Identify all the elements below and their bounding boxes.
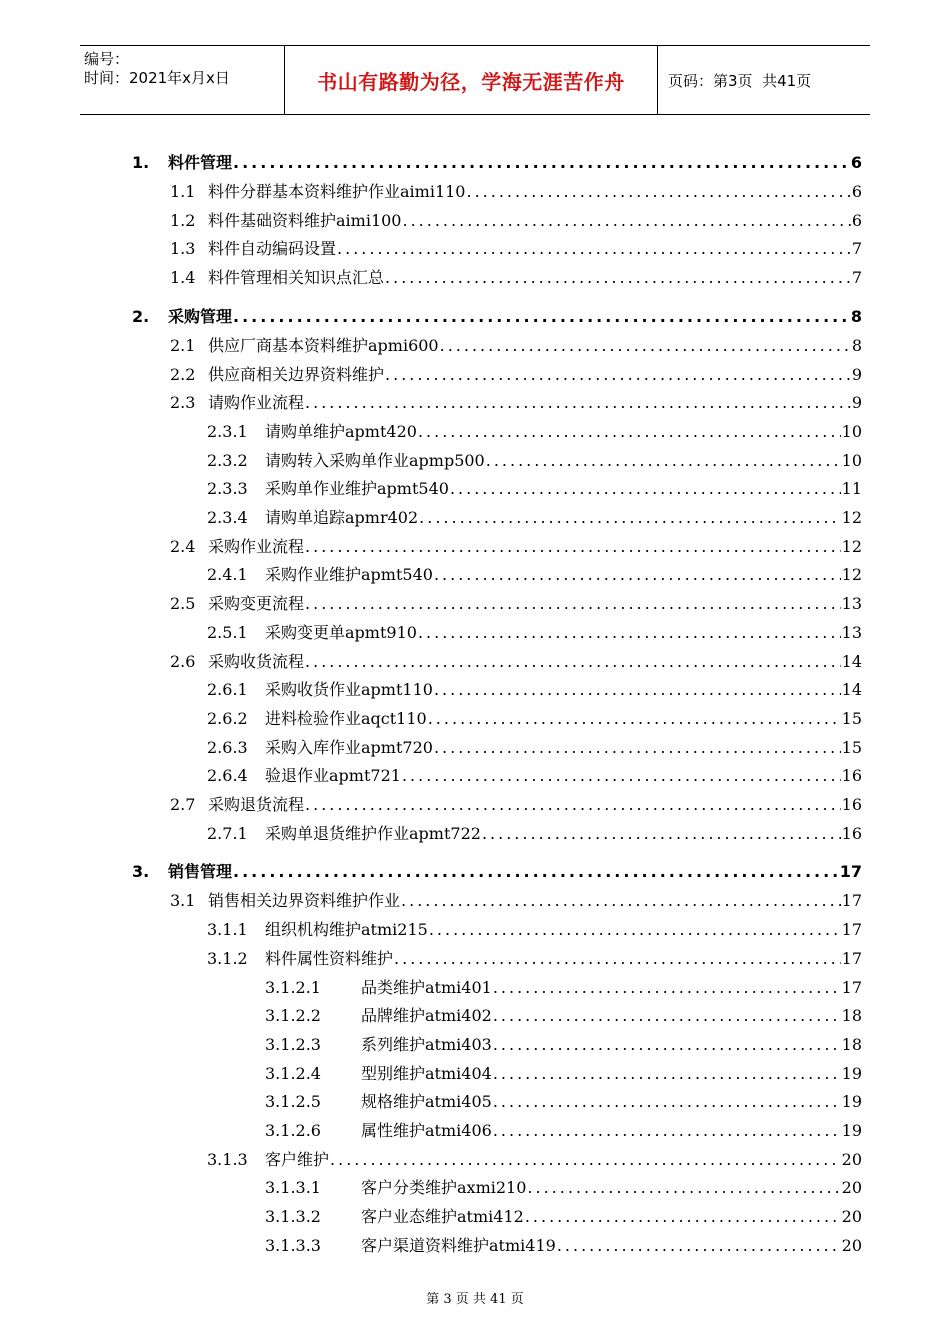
toc-entry-number: 1. <box>132 153 150 172</box>
toc-entry-page: 20 <box>841 1235 862 1255</box>
toc-entry-number: 1.2 <box>170 210 196 230</box>
toc-entry[interactable] <box>265 1233 862 1256</box>
toc-entry-number: 2.4.1 <box>207 565 248 585</box>
toc-entry[interactable] <box>207 1147 862 1170</box>
toc-entry-title: 采购管理 <box>168 306 233 326</box>
toc-entry-page: 12 <box>841 508 862 527</box>
toc-entry-page: 13 <box>841 622 862 642</box>
toc-entry-page: 19 <box>841 1092 862 1112</box>
toc-entry-title: 客户分类维护axmi210 <box>361 1178 527 1198</box>
toc-entry[interactable] <box>265 1204 862 1227</box>
toc-dot-leader <box>493 1121 841 1140</box>
toc-entry-title: 验退作业apmt721 <box>265 766 401 786</box>
toc-dot-leader <box>493 1006 841 1025</box>
toc-entry[interactable] <box>207 917 862 940</box>
toc-entry[interactable] <box>132 304 862 327</box>
toc-entry-page: 19 <box>841 1063 862 1083</box>
toc-entry-title: 请购转入采购单作业apmp500 <box>265 450 485 470</box>
toc-entry-page: 20 <box>841 1207 862 1227</box>
toc-entry-number: 2.3 <box>170 393 196 413</box>
toc-entry-page: 11 <box>841 479 862 499</box>
toc-entry-number: 2.3.4 <box>207 508 248 527</box>
toc-dot-leader <box>434 565 841 584</box>
toc-entry-page: 7 <box>851 239 862 259</box>
toc-dot-leader <box>385 268 851 287</box>
toc-entry-page: 10 <box>841 450 862 470</box>
toc-entry-page: 14 <box>841 651 862 671</box>
toc-entry-page: 19 <box>841 1121 862 1140</box>
toc-dot-leader <box>305 537 841 556</box>
toc-entry[interactable] <box>207 562 862 585</box>
toc-dot-leader <box>402 766 841 785</box>
toc-entry[interactable] <box>170 362 862 385</box>
toc-entry-number: 2.2 <box>170 364 196 384</box>
toc-entry-title: 品牌维护atmi402 <box>361 1006 492 1026</box>
toc-entry-title: 采购入库作业apmt720 <box>265 737 433 757</box>
toc-entry-number: 3.1 <box>170 891 196 911</box>
toc-entry-title: 系列维护atmi403 <box>361 1034 492 1054</box>
toc-dot-leader <box>525 1207 841 1226</box>
toc-entry-page: 17 <box>841 891 862 911</box>
toc-entry[interactable] <box>207 821 862 844</box>
toc-entry[interactable] <box>170 265 862 288</box>
toc-entry-page: 17 <box>841 977 862 997</box>
toc-entry-number: 2.7.1 <box>207 823 248 843</box>
toc-dot-leader <box>233 153 850 172</box>
toc-entry[interactable] <box>170 236 862 259</box>
toc-dot-leader <box>434 738 841 757</box>
page-header <box>80 45 870 115</box>
toc-entry-page: 6 <box>851 210 862 230</box>
toc-entry-number: 2.6.3 <box>207 737 248 757</box>
toc-entry-page: 6 <box>851 182 862 201</box>
toc-entry-title: 销售管理 <box>168 862 233 882</box>
toc-entry-title: 客户业态维护atmi412 <box>361 1207 524 1227</box>
toc-entry-page: 16 <box>841 823 862 843</box>
toc-entry[interactable] <box>265 1061 862 1084</box>
toc-entry[interactable] <box>207 763 862 786</box>
toc-entry[interactable] <box>132 859 862 882</box>
toc-entry[interactable] <box>265 1089 862 1112</box>
toc-entry[interactable] <box>170 390 862 413</box>
toc-dot-leader <box>493 978 841 997</box>
toc-entry-page: 12 <box>841 565 862 585</box>
header-motto: 书山有路勤为径，学海无涯苦作舟 <box>285 46 658 114</box>
toc-entry-page: 20 <box>841 1149 862 1169</box>
toc-dot-leader <box>429 920 841 939</box>
toc-entry-title: 采购变更单apmt910 <box>265 622 417 642</box>
toc-dot-leader <box>394 949 841 968</box>
toc-entry-page: 8 <box>851 335 862 355</box>
toc-entry-title: 料件管理相关知识点汇总 <box>208 268 385 288</box>
toc-dot-leader <box>493 1064 841 1083</box>
toc-entry[interactable] <box>170 208 862 231</box>
toc-dot-leader <box>330 1150 841 1169</box>
toc-entry[interactable] <box>207 706 862 729</box>
toc-entry-page: 14 <box>841 680 862 700</box>
toc-entry-page: 15 <box>841 708 862 728</box>
toc-entry-number: 2.6.2 <box>207 708 248 728</box>
toc-entry-page: 10 <box>841 421 862 441</box>
toc-dot-leader <box>403 211 851 230</box>
toc-entry-title: 采购变更流程 <box>208 594 305 614</box>
toc-entry[interactable] <box>207 448 862 471</box>
toc-entry-number: 2.7 <box>170 795 196 814</box>
toc-dot-leader <box>557 1236 841 1255</box>
toc-entry-number: 1.1 <box>170 182 196 201</box>
toc-entry-title: 料件管理 <box>168 153 233 172</box>
toc-entry-title: 请购单追踪apmr402 <box>265 508 419 527</box>
toc-entry-title: 属性维护atmi406 <box>361 1121 492 1140</box>
toc-entry[interactable] <box>265 975 862 998</box>
toc-entry-page: 17 <box>841 920 862 940</box>
toc-entry-number: 3.1.2.1 <box>265 977 321 997</box>
toc-entry[interactable] <box>170 179 862 202</box>
toc-entry-title: 请购作业流程 <box>208 393 305 413</box>
toc-entry-title: 采购单退货维护作业apmt722 <box>265 823 481 843</box>
toc-entry-number: 2.1 <box>170 335 196 355</box>
toc-entry-number: 2.3.1 <box>207 421 248 441</box>
toc-entry-number: 2.4 <box>170 536 196 556</box>
toc-entry[interactable] <box>265 1032 862 1055</box>
toc-entry-number: 2.6.1 <box>207 680 248 700</box>
toc-dot-leader <box>233 862 839 881</box>
toc-dot-leader <box>486 451 841 470</box>
toc-entry-page: 7 <box>851 268 862 288</box>
toc-entry[interactable] <box>170 333 862 356</box>
time-label: 时间：2021年x月x日 <box>84 69 230 87</box>
toc-entry-number: 3.1.3.1 <box>265 1178 321 1198</box>
toc-entry-number: 3.1.2.4 <box>265 1063 321 1083</box>
toc-entry-page: 17 <box>841 948 862 968</box>
toc-entry-title: 供应厂商基本资料维护apmi600 <box>208 335 439 355</box>
toc-entry-title: 料件基础资料维护aimi100 <box>208 210 402 230</box>
toc-entry-title: 料件自动编码设置 <box>208 239 337 259</box>
toc-entry-title: 采购收货作业apmt110 <box>265 680 433 700</box>
toc-dot-leader <box>385 365 851 384</box>
toc-entry[interactable] <box>207 677 862 700</box>
toc-entry-title: 品类维护atmi401 <box>361 977 492 997</box>
toc-entry-page: 16 <box>841 795 862 814</box>
toc-dot-leader <box>493 1092 841 1111</box>
toc-entry-title: 规格维护atmi405 <box>361 1092 492 1112</box>
toc-dot-leader <box>233 307 850 326</box>
toc-entry-number: 3.1.2.3 <box>265 1034 321 1054</box>
toc-dot-leader <box>434 680 841 699</box>
toc-entry-page: 8 <box>850 306 862 326</box>
toc-entry[interactable] <box>170 888 862 911</box>
toc-entry-number: 1.4 <box>170 268 196 288</box>
toc-entry-title: 采购作业流程 <box>208 536 305 556</box>
toc-entry-title: 型别维护atmi404 <box>361 1063 492 1083</box>
toc-entry-number: 2.5.1 <box>207 622 248 642</box>
toc-entry-number: 3.1.2.5 <box>265 1092 321 1112</box>
toc-entry-number: 3.1.2.2 <box>265 1006 321 1026</box>
toc-entry-page: 16 <box>841 766 862 786</box>
toc-entry[interactable] <box>132 150 862 173</box>
toc-dot-leader <box>337 239 851 258</box>
toc-dot-leader <box>305 393 851 412</box>
toc-entry-number: 2.3.2 <box>207 450 248 470</box>
toc-dot-leader <box>305 795 841 814</box>
page-label: 页码：第3页 共41页 <box>668 71 812 90</box>
toc-entry-title: 客户维护 <box>265 1149 330 1169</box>
toc-entry-number: 1.3 <box>170 239 196 259</box>
toc-entry[interactable] <box>207 620 862 643</box>
toc-entry[interactable] <box>207 735 862 758</box>
toc-dot-leader <box>305 594 841 613</box>
toc-entry-title: 采购作业维护apmt540 <box>265 565 433 585</box>
number-label: 编号： <box>84 50 130 68</box>
toc-dot-leader <box>418 623 841 642</box>
toc-entry-page: 12 <box>841 536 862 556</box>
page-footer: 第 3 页 共 41 页 <box>426 1292 524 1307</box>
toc-entry-page: 13 <box>841 594 862 614</box>
toc-entry[interactable] <box>265 1003 862 1026</box>
toc-dot-leader <box>467 182 851 201</box>
toc-entry-number: 2.3.3 <box>207 479 248 499</box>
toc-entry-number: 3.1.3 <box>207 1149 248 1169</box>
toc-entry-number: 3.1.2 <box>207 948 248 968</box>
toc-entry-number: 3.1.3.3 <box>265 1235 321 1255</box>
toc-entry-title: 采购单作业维护apmt540 <box>265 479 449 499</box>
toc-entry-title: 客户渠道资料维护atmi419 <box>361 1235 556 1255</box>
toc-entry-title: 组织机构维护atmi215 <box>265 920 428 940</box>
toc-entry[interactable] <box>170 792 862 815</box>
toc-entry[interactable] <box>170 534 862 557</box>
toc-entry-number: 2.6.4 <box>207 766 248 786</box>
toc-entry-title: 销售相关边界资料维护作业 <box>208 891 401 911</box>
toc-entry-title: 采购退货流程 <box>208 795 305 814</box>
toc-entry[interactable] <box>170 591 862 614</box>
toc-dot-leader <box>419 508 840 527</box>
toc-entry-title: 料件属性资料维护 <box>265 948 394 968</box>
toc-entry[interactable] <box>207 946 862 969</box>
toc-dot-leader <box>440 336 851 355</box>
toc-entry-number: 3.1.1 <box>207 920 248 940</box>
toc-entry-number: 2.6 <box>170 651 196 671</box>
header-page-cell <box>658 46 870 114</box>
toc-entry-page: 20 <box>841 1178 862 1198</box>
toc-dot-leader <box>493 1035 841 1054</box>
toc-entry[interactable] <box>207 419 862 442</box>
toc-dot-leader <box>428 709 841 728</box>
toc-entry-page: 18 <box>841 1034 862 1054</box>
toc-entry[interactable] <box>265 1118 862 1141</box>
toc-entry-title: 请购单维护apmt420 <box>265 421 417 441</box>
toc-entry-number: 3.1.2.6 <box>265 1121 321 1140</box>
toc-entry-title: 进料检验作业aqct110 <box>265 708 427 728</box>
toc-entry-title: 供应商相关边界资料维护 <box>208 364 385 384</box>
toc-entry-page: 15 <box>841 737 862 757</box>
toc-dot-leader <box>418 422 841 441</box>
toc-dot-leader <box>305 652 841 671</box>
toc-entry-page: 9 <box>851 393 862 413</box>
toc-entry-number: 2.5 <box>170 594 196 614</box>
toc-entry-page: 18 <box>841 1006 862 1026</box>
toc-entry-page: 17 <box>839 862 862 882</box>
toc-entry-page: 9 <box>851 364 862 384</box>
toc-dot-leader <box>401 891 841 910</box>
toc-entry-title: 料件分群基本资料维护作业aimi110 <box>208 182 466 201</box>
toc-entry-number: 2. <box>132 306 150 326</box>
toc-entry-title: 采购收货流程 <box>208 651 305 671</box>
toc-entry-number: 3. <box>132 862 150 882</box>
toc-dot-leader <box>482 824 841 843</box>
toc-entry[interactable] <box>207 505 862 528</box>
toc-entry[interactable] <box>207 476 862 499</box>
toc-entry[interactable] <box>170 649 862 672</box>
toc-entry-page: 6 <box>850 153 862 172</box>
toc-entry-number: 3.1.3.2 <box>265 1207 321 1227</box>
toc-dot-leader <box>450 479 841 498</box>
toc-dot-leader <box>527 1178 840 1197</box>
toc-entry[interactable] <box>265 1175 862 1198</box>
header-meta-cell <box>80 46 285 114</box>
